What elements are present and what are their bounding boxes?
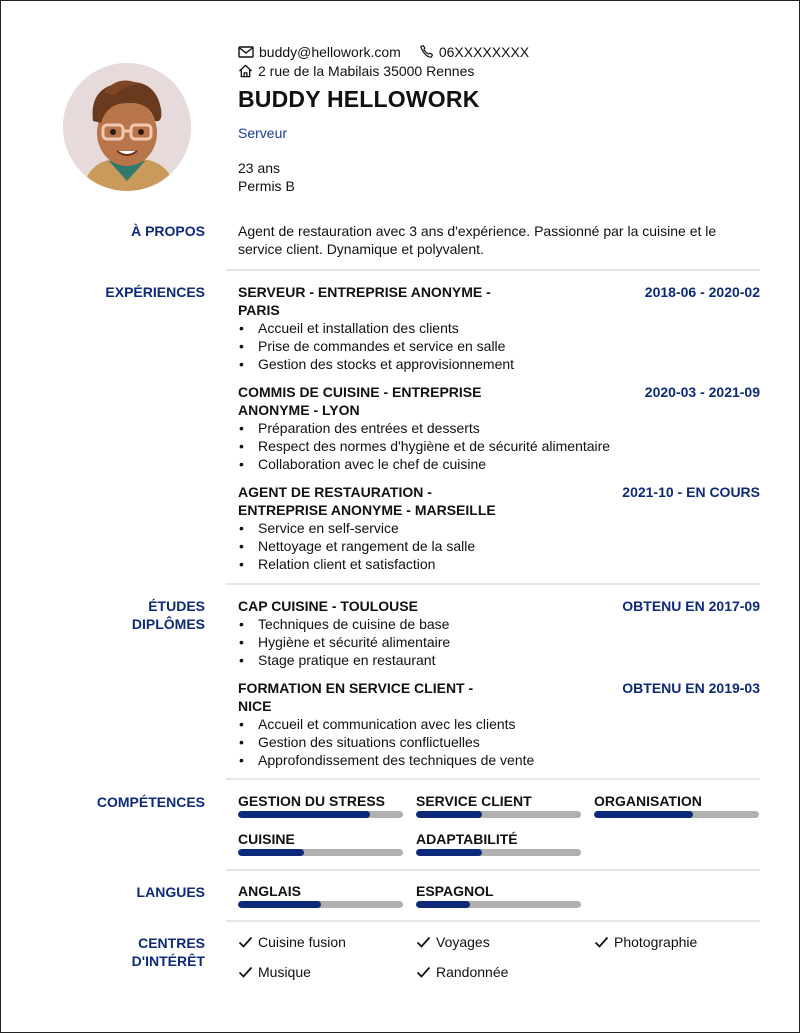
about-text: Agent de restauration avec 3 ans d'expérience. Passionné par la cuisine et le service client. Dynamique et polyvalent. <box>238 223 717 257</box>
section-label-experiences: EXPÉRIENCES <box>105 284 205 300</box>
check-icon <box>238 936 253 948</box>
entry-date: OBTENU EN 2017-09 <box>622 598 760 614</box>
phone-icon <box>419 44 434 59</box>
interest-item <box>238 964 311 980</box>
language-item <box>238 883 403 908</box>
envelope-icon <box>238 46 254 58</box>
skill-item <box>594 793 759 818</box>
list-item: • Nettoyage et rangement de la salle <box>238 537 760 555</box>
entry-date: 2020-03 - 2021-09 <box>644 384 760 400</box>
phone-item <box>419 44 529 60</box>
divider <box>226 269 760 271</box>
entry-date: OBTENU EN 2019-03 <box>622 680 760 696</box>
education-label-line1: ÉTUDES <box>148 598 205 614</box>
list-item: • Gestion des situations conflictuelles <box>238 733 760 751</box>
education-entry <box>238 679 760 769</box>
interest-item <box>238 934 346 950</box>
interests-label-line2: D'INTÉRÊT <box>131 953 205 969</box>
list-item: • Accueil et communication avec les clients <box>238 715 760 733</box>
section-label-skills: COMPÉTENCES <box>96 794 205 810</box>
interest-text: Musique <box>258 964 311 980</box>
interest-item <box>416 934 490 950</box>
section-label-about: À PROPOS <box>131 223 205 239</box>
license-text: Permis B <box>238 178 295 194</box>
experience-entry <box>238 483 760 573</box>
interest-item <box>416 964 508 980</box>
age-text: 23 ans <box>238 160 281 176</box>
personal-info <box>238 159 295 195</box>
list-item: • Respect des normes d'hygiène et de sécurité alimentaire <box>238 437 760 455</box>
list-item: • Gestion des stocks et approvisionnement <box>238 355 760 373</box>
list-item: • Approfondissement des techniques de vente <box>238 751 760 769</box>
section-label-languages: LANGUES <box>136 884 205 900</box>
check-icon <box>416 966 431 978</box>
interest-text: Cuisine fusion <box>258 934 346 950</box>
skill-name: ORGANISATION <box>594 793 702 809</box>
list-item: • Relation client et satisfaction <box>238 555 760 573</box>
experience-entry <box>238 383 760 473</box>
avatar-illustration <box>63 63 191 191</box>
divider <box>226 920 760 922</box>
divider <box>226 583 760 585</box>
skill-bar-fill <box>416 811 482 818</box>
list-item: • Stage pratique en restaurant <box>238 651 760 669</box>
skill-bar <box>238 811 403 818</box>
list-item: • Techniques de cuisine de base <box>238 615 760 633</box>
email-item <box>238 44 401 60</box>
entry-title: COMMIS DE CUISINE - ENTREPRISE ANONYME - LYON <box>238 384 482 418</box>
skill-name: CUISINE <box>238 831 295 847</box>
list-item: • Accueil et installation des clients <box>238 319 760 337</box>
list-item: • Collaboration avec le chef de cuisine <box>238 455 760 473</box>
entry-title: FORMATION EN SERVICE CLIENT - NICE <box>238 680 474 714</box>
entry-title: SERVEUR - ENTREPRISE ANONYME - PARIS <box>238 284 491 318</box>
entry-title: AGENT DE RESTAURATION - ENTREPRISE ANONYME - MARSEILLE <box>238 484 496 518</box>
skill-name: SERVICE CLIENT <box>416 793 532 809</box>
check-icon <box>416 936 431 948</box>
language-bar <box>416 901 581 908</box>
section-label-education <box>132 597 205 633</box>
skill-item <box>416 793 581 818</box>
language-name: ESPAGNOL <box>416 883 494 899</box>
list-item: • Prise de commandes et service en salle <box>238 337 760 355</box>
entry-date: 2021-10 - EN COURS <box>622 484 760 500</box>
address-text: 2 rue de la Mabilais 35000 Rennes <box>258 62 475 79</box>
language-bar <box>238 901 403 908</box>
divider <box>226 869 760 871</box>
entry-title: CAP CUISINE - TOULOUSE <box>238 598 418 614</box>
language-item <box>416 883 581 908</box>
interest-text: Randonnée <box>436 964 509 980</box>
skill-bar <box>416 811 581 818</box>
avatar <box>63 63 191 191</box>
candidate-name: BUDDY HELLOWORK <box>238 86 480 112</box>
list-item: • Service en self-service <box>238 519 760 537</box>
list-item: • Préparation des entrées et desserts <box>238 419 760 437</box>
education-label-line2: DIPLÔMES <box>131 616 205 632</box>
contact-block <box>238 42 547 80</box>
job-title: Serveur <box>238 125 288 141</box>
skill-bar <box>594 811 759 818</box>
skill-name: ADAPTABILITÉ <box>416 831 518 847</box>
interest-text: Photographie <box>614 934 698 950</box>
experience-entry <box>238 283 760 373</box>
skill-name: GESTION DU STRESS <box>238 793 386 809</box>
check-icon <box>594 936 609 948</box>
skill-bar <box>238 849 403 856</box>
skill-item <box>238 831 403 856</box>
skill-item <box>238 793 403 818</box>
skill-bar-fill <box>238 811 370 818</box>
skill-item <box>416 831 581 856</box>
divider <box>226 778 760 780</box>
interests-label-line1: CENTRES <box>138 935 205 951</box>
language-bar-fill <box>238 901 321 908</box>
interest-text: Voyages <box>436 934 490 950</box>
interest-item <box>594 934 697 950</box>
home-icon <box>238 64 253 78</box>
section-label-interests <box>132 934 205 970</box>
skill-bar <box>416 849 581 856</box>
address-item <box>238 63 474 79</box>
phone-text: 06XXXXXXXX <box>438 43 530 60</box>
skill-bar-fill <box>238 849 304 856</box>
language-bar-fill <box>416 901 470 908</box>
email-text: buddy@hellowork.com <box>259 43 401 60</box>
skill-bar-fill <box>416 849 482 856</box>
check-icon <box>238 966 253 978</box>
education-entry <box>238 597 760 669</box>
list-item: • Hygiène et sécurité alimentaire <box>238 633 760 651</box>
language-name: ANGLAIS <box>238 883 301 899</box>
skill-bar-fill <box>594 811 693 818</box>
entry-date: 2018-06 - 2020-02 <box>644 284 760 300</box>
